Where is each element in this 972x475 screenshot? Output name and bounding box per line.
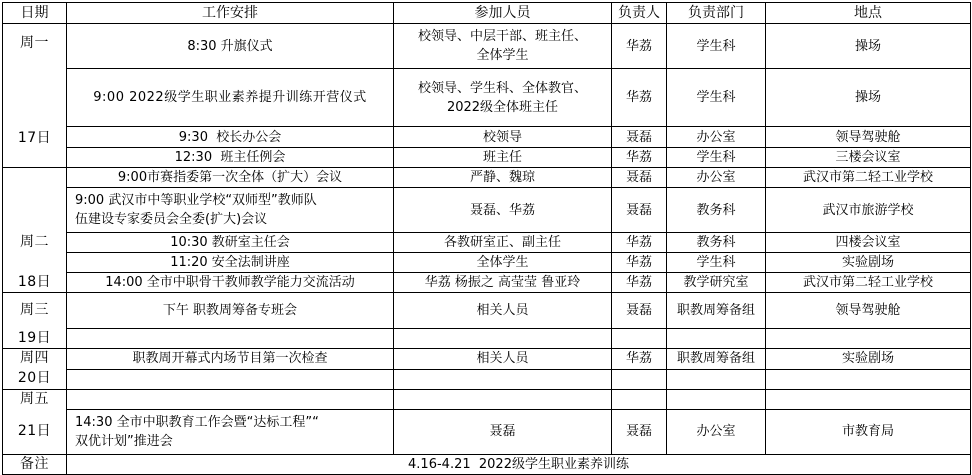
location-cell: 市教育局 [766,409,971,454]
work-cell: 9:30 校长办公会 [67,127,394,148]
table-row [3,348,971,369]
empty-cell [394,369,612,389]
dept-cell: 教务科 [667,233,766,253]
table-row [3,233,971,253]
remarks-row [3,454,971,474]
date-friday: 21日 [3,409,67,454]
work-cell: 9:00市赛指委第一次全体（扩大）会议 [67,168,394,188]
empty-cell [667,389,766,409]
date-monday: 17日 [3,127,67,148]
empty-cell [67,329,394,349]
empty-cell [67,369,394,389]
location-cell: 武汉市第二轻工业学校 [766,168,971,188]
day-friday: 周五 [3,389,67,409]
empty-cell [612,329,667,349]
empty-cell [667,369,766,389]
day-monday-cont [3,69,67,127]
participants-cell: 严静、魏琼 [394,168,612,188]
work-cell: 下午 职教周筹备专班会 [67,293,394,329]
work-cell: 12:30 班主任例会 [67,148,394,168]
empty-cell [612,389,667,409]
empty-cell [766,389,971,409]
owner-cell: 聂磊 [612,168,667,188]
table-row [3,168,971,188]
dept-cell: 办公室 [667,409,766,454]
participants-cell: 校领导 [394,127,612,148]
participants-cell: 班主任 [394,148,612,168]
participants-cell: 聂磊、华荔 [394,188,612,233]
table-row [3,148,971,168]
header-participants: 参加人员 [394,3,612,24]
day-tuesday-cont [3,253,67,273]
participants-cell: 各教研室正、副主任 [394,233,612,253]
header-location: 地点 [766,3,971,24]
date-wednesday: 19日 [3,329,67,349]
table-row [3,293,971,329]
participants-cell: 聂磊 [394,409,612,454]
owner-cell: 华荔 [612,273,667,293]
day-monday: 周一 [3,24,67,69]
empty-cell [612,369,667,389]
location-cell: 实验剧场 [766,253,971,273]
header-date: 日期 [3,3,67,24]
work-cell: 14:30 全市中职教育工作会暨“达标工程”“ 双优计划”推进会 [67,409,394,454]
owner-cell: 华荔 [612,148,667,168]
location-cell: 操场 [766,69,971,127]
location-cell: 实验剧场 [766,348,971,369]
location-cell: 操场 [766,24,971,69]
dept-cell: 教学研究室 [667,273,766,293]
location-cell: 三楼会议室 [766,148,971,168]
header-row [3,3,971,24]
empty-cell [394,389,612,409]
owner-cell: 华荔 [612,69,667,127]
table-row [3,253,971,273]
date-tuesday: 18日 [3,273,67,293]
owner-cell: 华荔 [612,348,667,369]
owner-cell: 华荔 [612,233,667,253]
day-tuesday: 周二 [3,233,67,253]
day-thursday: 周四 [3,348,67,369]
dept-cell: 办公室 [667,127,766,148]
participants-cell: 相关人员 [394,293,612,329]
work-cell: 9:00 武汉市中等职业学校“双师型”教师队 伍建设专家委员会全委(扩大)会议 [67,188,394,233]
dept-cell: 学生科 [667,24,766,69]
table-row [3,329,971,349]
participants-cell: 校领导、学生科、全体教官、 2022级全体班主任 [394,69,612,127]
location-cell: 武汉市旅游学校 [766,188,971,233]
owner-cell: 华荔 [612,253,667,273]
empty-cell [766,329,971,349]
table-row [3,127,971,148]
work-cell: 8:30 升旗仪式 [67,24,394,69]
work-cell: 11:20 安全法制讲座 [67,253,394,273]
dept-cell: 办公室 [667,168,766,188]
work-cell: 9:00 2022级学生职业素养提升训练开营仪式 [67,69,394,127]
work-cell: 职教周开幕式内场节目第一次检查 [67,348,394,369]
participants-cell: 相关人员 [394,348,612,369]
remarks-label: 备注 [3,454,67,474]
participants-cell: 华荔 杨振之 高莹莹 鲁亚玲 [394,273,612,293]
weekly-schedule-table [2,2,971,475]
header-owner: 负责人 [612,3,667,24]
owner-cell: 聂磊 [612,409,667,454]
day-monday-end [3,148,67,168]
empty-cell [766,369,971,389]
table-row [3,273,971,293]
location-cell: 武汉市第二轻工业学校 [766,273,971,293]
table-row [3,389,971,409]
table-row [3,369,971,389]
dept-cell: 学生科 [667,148,766,168]
location-cell: 领导驾驶舱 [766,293,971,329]
participants-cell: 全体学生 [394,253,612,273]
table-row [3,24,971,69]
owner-cell: 华荔 [612,24,667,69]
dept-cell: 学生科 [667,253,766,273]
dept-cell: 学生科 [667,69,766,127]
empty-cell [667,329,766,349]
owner-cell: 聂磊 [612,293,667,329]
day-wednesday: 周三 [3,293,67,329]
dept-cell: 职教周筹备组 [667,348,766,369]
header-dept: 负责部门 [667,3,766,24]
empty-cell [394,329,612,349]
work-cell: 10:30 教研室主任会 [67,233,394,253]
location-cell: 领导驾驶舱 [766,127,971,148]
participants-cell: 校领导、中层干部、班主任、 全体学生 [394,24,612,69]
owner-cell: 聂磊 [612,188,667,233]
empty-cell [67,389,394,409]
table-row [3,69,971,127]
table-row [3,409,971,454]
day-tuesday-top [3,168,67,188]
owner-cell: 聂磊 [612,127,667,148]
dept-cell: 职教周筹备组 [667,293,766,329]
date-thursday: 20日 [3,369,67,389]
header-work: 工作安排 [67,3,394,24]
dept-cell: 教务科 [667,188,766,233]
remarks-text: 4.16-4.21 2022级学生职业素养训练 [67,454,971,474]
table-row [3,188,971,233]
location-cell: 四楼会议室 [766,233,971,253]
day-tuesday-cont [3,188,67,233]
work-cell: 14:00 全市中职骨干教师教学能力交流活动 [67,273,394,293]
